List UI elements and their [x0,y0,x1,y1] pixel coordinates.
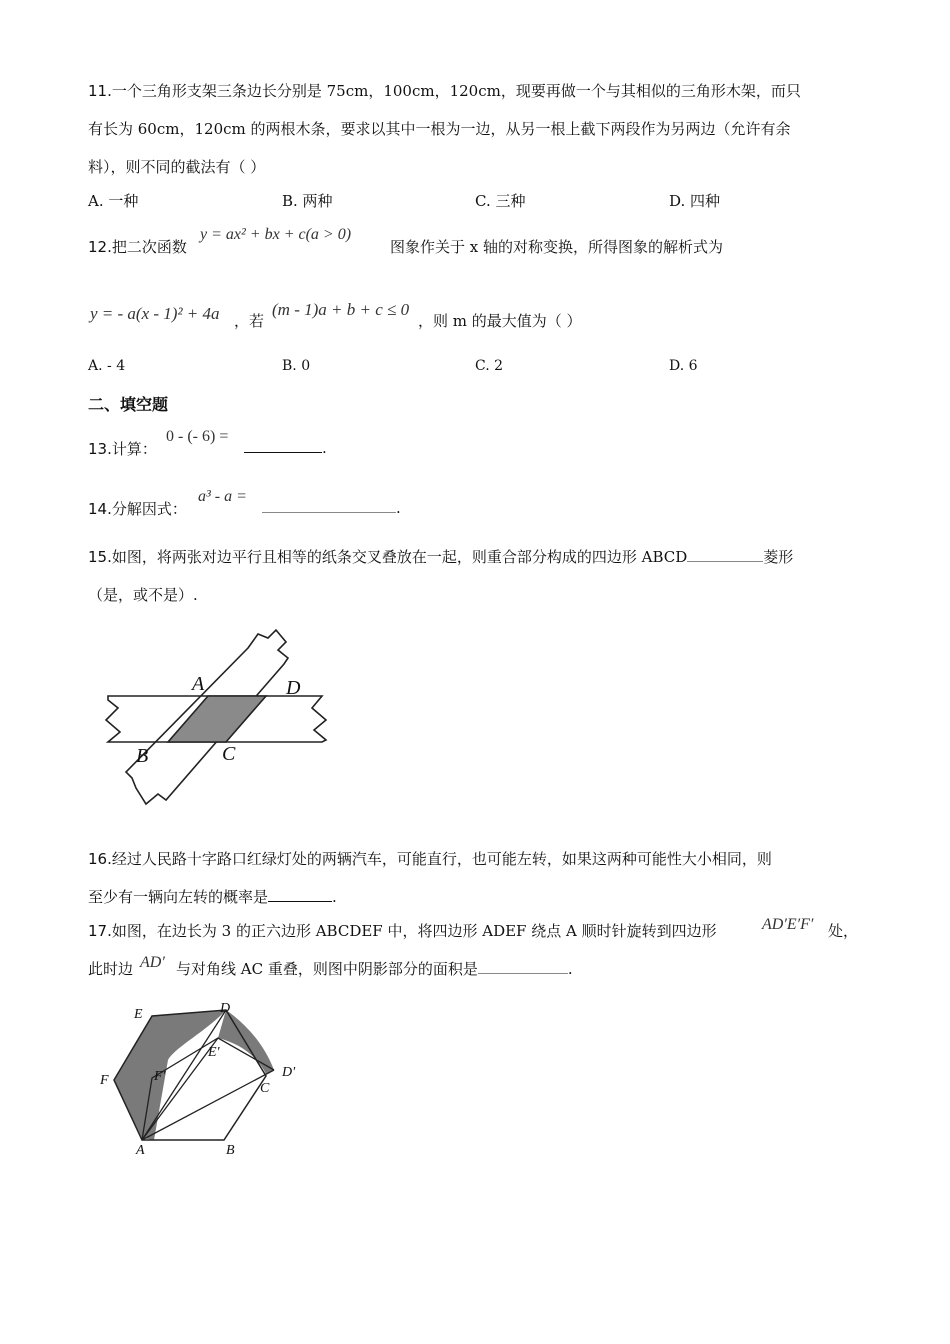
label-d: D [286,677,301,699]
q13-end: . [322,439,327,457]
q12-line1 [88,236,187,257]
q11-option-c: C. 三种 [475,192,526,210]
q13-line [88,438,157,459]
figure-paper-strips [100,628,340,818]
label-e-prime: E' [208,1045,220,1060]
q12-expression: y = - a(x - 1)² + 4a [90,304,220,323]
q16-end: . [332,888,337,906]
q14-line [88,498,187,519]
q12-condition: (m - 1)a + b + c ≤ 0 [272,300,410,319]
q17-line1 [88,920,717,941]
q11-option-d: D. 四种 [669,192,721,210]
section-title-fill-in: 二、填空题 [88,395,169,414]
q17-blank[interactable] [478,959,568,974]
q17-line2a: 此时边 [88,960,134,978]
q16-text-1: 经过人民路十字路口红绿灯处的两辆汽车，可能直行，也可能左转，如果这两种可能性大小相同，则 [111,850,772,868]
label-a: A [192,673,205,695]
label-e: E [134,1007,143,1022]
label-b: B [226,1143,235,1158]
q12-function: y = ax² + bx + c(a > 0) [200,226,352,243]
q15-line1 [88,546,793,567]
label-a: A [136,1143,145,1158]
q17-shape: AD′E′F′ [762,916,814,933]
label-d-prime: D' [282,1065,296,1080]
q13-blank[interactable] [244,438,322,453]
q16-text-2: 至少有一辆向左转的概率是 [88,888,269,906]
q14-label: 分解因式： [111,500,187,518]
q16-number: 16. [88,850,112,868]
label-d: D [220,1001,231,1016]
q14-end: . [396,499,401,517]
q17-text-2b: 与对角线 AC 重叠，则图中阴影部分的面积是 [176,960,478,978]
q17-end: . [567,960,573,978]
label-c: C [260,1081,270,1096]
q17-line1-end: 处， [828,922,859,940]
q13-expression: 0 - (- 6) = [166,428,229,445]
q12-pre: 把二次函数 [111,238,187,256]
q12-mid: ，若 [234,312,265,330]
q11-line3: 料），则不同的截法有（ ） [88,158,266,176]
q12-option-a: A. - 4 [88,358,126,374]
label-c: C [222,743,236,765]
q11-line2: 有长为 60cm，120cm 的两根木条，要求以其中一根为一边，从另一根上截下两段作为另两边（允许有余 [88,120,791,138]
q13-number: 13. [88,440,112,458]
q12-option-b: B. 0 [282,358,311,374]
figure-hexagon-rotation [96,1000,316,1160]
q16-line1 [88,848,772,869]
q12-option-d: D. 6 [669,358,698,374]
q12-option-c: C. 2 [475,358,504,374]
q17-edge: AD′ [140,954,165,971]
q17-text-1: 如图，在边长为 3 的正六边形 ABCDEF 中，将四边形 ADEF 绕点 A 顺时针旋转到四边形 [111,922,717,940]
q17-line2b-wrap [176,958,573,979]
q11-number: 11. [88,82,112,100]
q11-option-a: A. 一种 [88,192,139,210]
label-f-prime: F' [154,1069,166,1084]
q16-blank[interactable] [268,887,332,902]
q14-answer [262,498,401,517]
q15-number: 15. [88,548,112,566]
q13-label: 计算： [111,440,157,458]
q17-number: 17. [88,922,112,940]
q15-text-1b: 菱形 [763,548,794,566]
q15-line2: （是，或不是）. [88,586,198,604]
q14-expression: a³ - a = [198,488,247,505]
q12-number: 12. [88,238,112,256]
label-b: B [136,745,149,767]
q12-tail: ，则 m 的最大值为（ ） [418,312,582,330]
q13-answer [244,438,327,457]
overlap-rhombus [168,696,266,742]
q11-line1 [88,80,801,101]
q15-text-1a: 如图，将两张对边平行且相等的纸条交叉叠放在一起，则重合部分构成的四边形 ABCD [111,548,688,566]
q15-blank[interactable] [687,547,763,562]
q16-line2 [88,886,337,907]
q12-post: 图象作关于 x 轴的对称变换，所得图象的解析式为 [390,238,723,256]
q11-text-1: 一个三角形支架三条边长分别是 75cm，100cm，120cm，现要再做一个与其相似的三角形木架，而只 [111,82,801,100]
q14-blank[interactable] [262,498,396,513]
label-f: F [100,1073,109,1088]
q14-number: 14. [88,500,112,518]
shaded-left [114,1010,226,1140]
q11-option-b: B. 两种 [282,192,333,210]
